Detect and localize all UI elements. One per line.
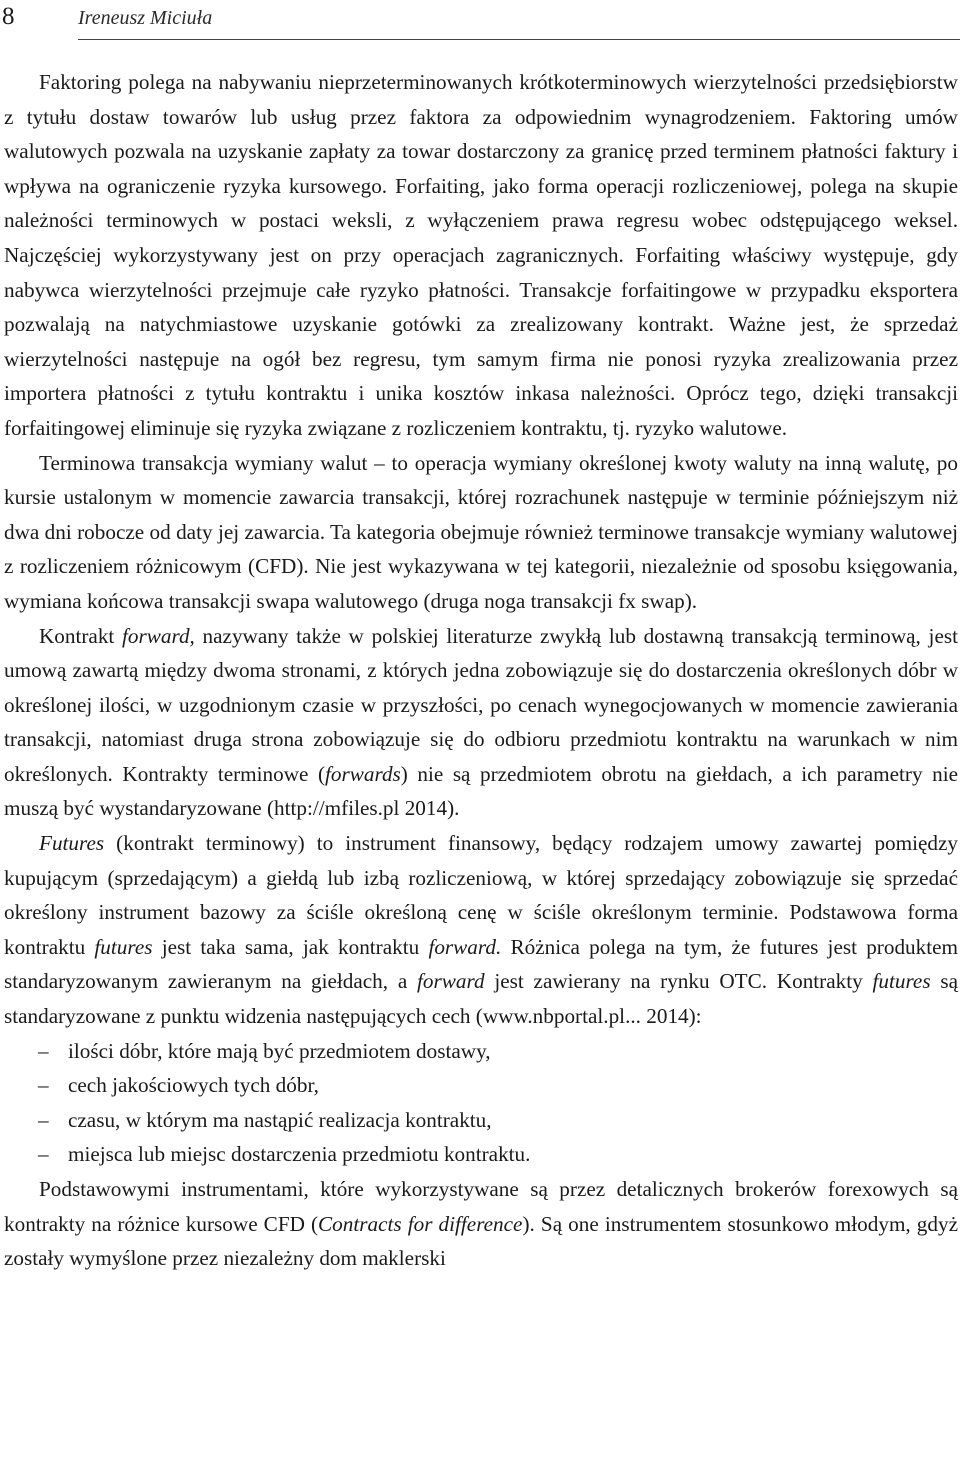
italic-term: forward. (428, 934, 502, 959)
text-span: Podstawowymi instrumentami, które wykorzystywane są przez detalicznych brokerów forexowych są kontrakty na różnice kursowe CFD ( (4, 1177, 958, 1236)
paragraph-currency-transaction: Terminowa transakcja wymiany walut – to operacja wymiany określonej kwoty waluty na inną walutę, po kursie ustalonym w momencie zawarcia transakcji, której rozrachunek następuje w terminie późniejszym niż dwa dni robocze od daty jej zawarcia. Ta kategoria obejmuje również terminowe transakcje wymiany walutowej z rozliczeniem różnicowym (CFD). Nie jest wykazywana w tej kategorii, niezależnie od sposobu księgowania, wymiana końcowa transakcji swapa walutowego (druga noga transakcji fx swap). (4, 450, 958, 613)
italic-term: futures (872, 969, 931, 994)
list-item (4, 1034, 958, 1069)
italic-term: Contracts for difference (318, 1211, 523, 1236)
list-item-text: ilości dóbr, które mają być przedmiotem dostawy, (68, 1038, 491, 1063)
text-span: ). Są one instrumentem stosunkowo młodym, gdyż zostały wymyślone przez niezależny dom maklerski (4, 1211, 958, 1271)
italic-term: forwards (325, 761, 401, 786)
italic-term: futures (94, 934, 153, 959)
paragraph-cfd (4, 1172, 958, 1276)
text-span: Kontrakt (39, 623, 123, 648)
text-span: , nazywany także w polskiej literaturze zwykłą lub dostawną transakcją terminową, jest umową zawartą między dwoma stronami, z których jedna zobowiązuje się do dostarczenia określonych dóbr w określonej ilości, w uzgodnionym czasie w przyszłości, po cenach wynegocjowanych w momencie zawierania transakcji, natomiast druga strona zobowiązuje się do odbioru przedmiotu kontraktu na warunkach w nim określonych. Kontrakty terminowe ( (4, 623, 958, 786)
list-dash: – (38, 1073, 49, 1098)
text-span: (kontrakt terminowy) to instrument finansowy, będący rodzajem umowy zawartej pomiędzy kupującym (sprzedającym) a giełdą lub izbą rozliczeniową, w której sprzedający zobowiązuje się sprzedać określony instrument bazowy za ściśle określoną cenę w ściśle określonym terminie. Podstawowa forma kontraktu (4, 831, 958, 959)
list-dash: – (38, 1107, 49, 1132)
paragraph-futures (4, 826, 958, 1034)
text-span: jest taka sama, jak kontraktu (152, 934, 429, 959)
page-number: 8 (2, 3, 15, 30)
header-rule (78, 39, 960, 40)
text-span: ) nie są przedmiotem obrotu na giełdach, a ich parametry nie muszą być wystandaryzowane (http://mfiles.pl 2014). (4, 761, 958, 821)
list-item-text: miejsca lub miejsc dostarczenia przedmiotu kontraktu. (68, 1142, 531, 1167)
list-item (4, 1103, 958, 1138)
body-text (4, 65, 958, 1276)
list-dash: – (38, 1142, 49, 1167)
text-span: jest zawierany na rynku OTC. Kontrakty (484, 969, 873, 994)
paragraph-factoring: Faktoring polega na nabywaniu nieprzeterminowanych krótkoterminowych wierzytelności przedsiębiorstw z tytułu dostaw towarów lub usług przez faktora za odpowiednim wynagrodzeniem. Faktoring umów walutowych pozwala na uzyskanie zapłaty za towar dostarczony za granicę przed terminem płatności faktury i wpływa na ograniczenie ryzyka kursowego. Forfaiting, jako forma operacji rozliczeniowej, polega na skupie należności terminowych w postaci weksli, z wyłączeniem prawa regresu wobec odstępującego weksel. Najczęściej wykorzystywany jest on przy operacjach zagranicznych. Forfaiting właściwy występuje, gdy nabywca wierzytelności przejmuje całe ryzyko płatności. Transakcje forfaitingowe w przypadku eksportera pozwalają na natychmiastowe uzyskanie gotówki za zrealizowany kontrakt. Ważne jest, że sprzedaż wierzytelności następuje na ogół bez regresu, tym samym firma nie ponosi ryzyka zrealizowania przez importera płatności z tytułu kontraktu i unika kosztów inkasa należności. Oprócz tego, dzięki transakcji forfaitingowej eliminuje się ryzyka związane z rozliczeniem kontraktu, tj. ryzyko walutowe. (4, 70, 958, 440)
text-span: są standaryzowane z punktu widzenia następujących cech (www.nbportal.pl... 2014): (4, 969, 959, 1029)
italic-term: forward (122, 623, 190, 648)
list-dash: – (38, 1038, 49, 1063)
standardization-list (4, 1034, 958, 1172)
italic-term: forward (417, 969, 485, 994)
page-header (0, 0, 960, 46)
running-head-author: Ireneusz Miciuła (78, 7, 213, 29)
italic-term: Futures (39, 831, 105, 856)
list-item-text: czasu, w którym ma nastąpić realizacja kontraktu, (68, 1107, 492, 1132)
list-item (4, 1068, 958, 1103)
text-span: Różnica polega na tym, że futures jest produktem standaryzowanym zawieranym na giełdach, a (4, 934, 958, 994)
list-item-text: cech jakościowych tych dóbr, (68, 1073, 319, 1098)
list-item (4, 1137, 958, 1172)
paragraph-forward (4, 619, 958, 827)
